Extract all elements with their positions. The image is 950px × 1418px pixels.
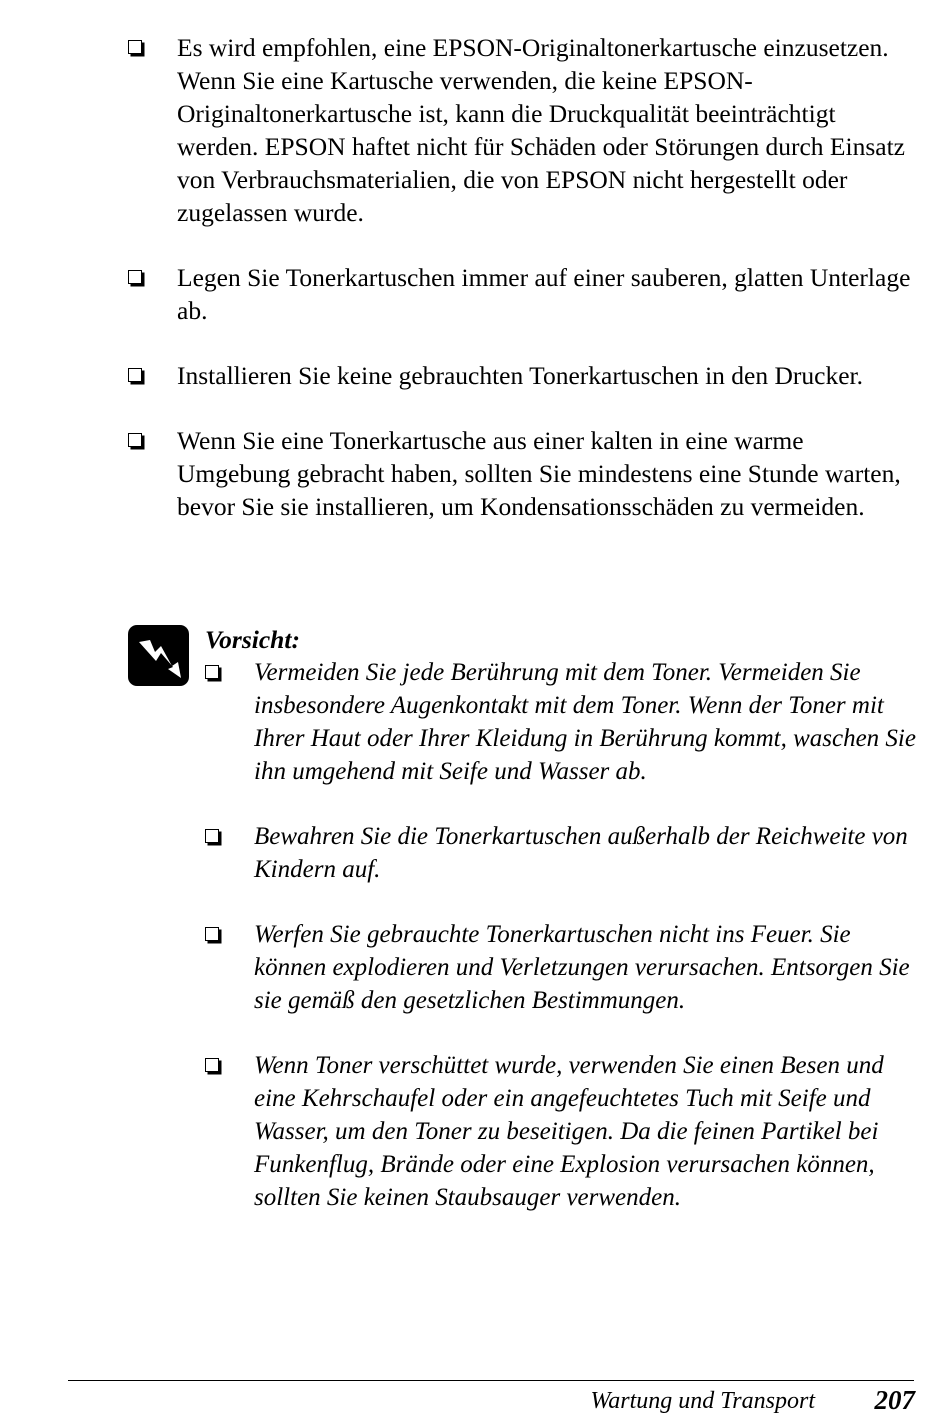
list-item	[205, 1049, 918, 1214]
list-item	[205, 918, 918, 1017]
list-item-text: Es wird empfohlen, eine EPSON-Originaltonerkartusche einzusetzen. Wenn Sie eine Kartusche verwenden, die keine EPSON-Originaltonerkartusche ist, kann die Druckqualität beeinträchtigt werden. EPSON haftet nicht für Schäden oder Störungen durch Einsatz von Verbrauchsmaterialien, die von EPSON nicht hergestellt oder zugelassen wurde.	[177, 33, 905, 227]
caution-list	[205, 656, 918, 1246]
list-item-text: Bewahren Sie die Tonerkartuschen außerhalb der Reichweite von Kindern auf.	[254, 823, 908, 883]
checkbox-bullet-icon	[128, 359, 177, 382]
footer-section-title: Wartung und Transport	[590, 1388, 815, 1414]
list-item-text: Wenn Toner verschüttet wurde, verwenden Sie einen Besen und eine Kehrschaufel oder ein angefeuchtetes Tuch mit Seife und Wasser, um den Toner zu beseitigen. Da die feinen Partikel bei Funkenflug, Brände oder eine Explosion verursachen können, sollten Sie keinen Staubsauger verwenden.	[254, 1052, 884, 1211]
page-number: 207	[874, 1385, 915, 1415]
checkbox-bullet-icon	[205, 820, 254, 843]
list-item	[128, 31, 918, 229]
list-item-text: Wenn Sie eine Tonerkartusche aus einer kalten in eine warme Umgebung gebracht haben, sollten Sie mindestens eine Stunde warten, bevor Sie sie installieren, um Kondensationsschäden zu vermeiden.	[177, 426, 901, 521]
checkbox-bullet-icon	[128, 261, 177, 284]
list-item-text: Werfen Sie gebrauchte Tonerkartuschen nicht ins Feuer. Sie können explodieren und Verletzungen verursachen. Entsorgen Sie sie gemäß den gesetzlichen Bestimmungen.	[254, 921, 910, 1014]
footer-divider	[68, 1380, 914, 1381]
checkbox-bullet-icon	[128, 424, 177, 447]
checkbox-bullet-icon	[205, 1049, 254, 1072]
checkbox-bullet-icon	[205, 656, 254, 679]
list-item	[128, 261, 918, 327]
caution-title: Vorsicht:	[205, 625, 300, 654]
bullet-list	[128, 31, 918, 555]
list-item-text: Installieren Sie keine gebrauchten Tonerkartuschen in den Drucker.	[177, 361, 863, 390]
list-item	[205, 820, 918, 886]
list-item	[128, 359, 918, 392]
list-item	[128, 424, 918, 523]
checkbox-bullet-icon	[128, 31, 177, 54]
list-item-text: Vermeiden Sie jede Berührung mit dem Toner. Vermeiden Sie insbesondere Augenkontakt mit dem Toner. Wenn der Toner mit Ihrer Haut oder Ihrer Kleidung in Berührung kommt, waschen Sie ihn umgehend mit Seife und Wasser ab.	[254, 659, 916, 785]
list-item-text: Legen Sie Tonerkartuschen immer auf einer sauberen, glatten Unterlage ab.	[177, 263, 911, 325]
warning-lightning-icon	[128, 625, 189, 686]
list-item	[205, 656, 918, 788]
checkbox-bullet-icon	[205, 918, 254, 941]
